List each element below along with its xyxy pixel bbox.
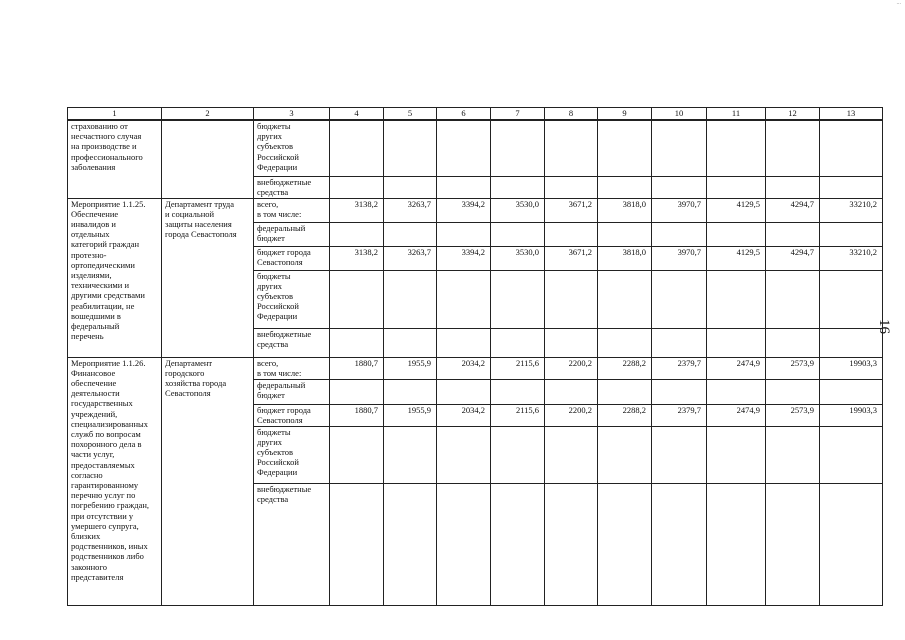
value-cell: [437, 120, 491, 176]
value-cell: [384, 328, 437, 357]
value-cell: [820, 328, 883, 357]
value-cell: 3818,0: [598, 246, 652, 270]
value-cell: [598, 176, 652, 198]
value-cell: 19903,3: [820, 357, 883, 379]
value-cell: 2474,9: [707, 404, 766, 426]
value-cell: [766, 426, 820, 483]
value-cell: 3970,7: [652, 246, 707, 270]
funding-label: федеральный бюджет: [254, 379, 330, 404]
value-cell: [437, 222, 491, 246]
value-cell: 19903,3: [820, 404, 883, 426]
value-cell: 3970,7: [652, 198, 707, 222]
table-row: [68, 198, 883, 222]
value-cell: 2034,2: [437, 357, 491, 379]
value-cell: 2288,2: [598, 357, 652, 379]
value-cell: [545, 222, 598, 246]
value-cell: [766, 120, 820, 176]
value-cell: [598, 222, 652, 246]
value-cell: 33210,2: [820, 198, 883, 222]
value-cell: 33210,2: [820, 246, 883, 270]
funding-label: бюджеты других субъектов Российской Федерации: [254, 120, 330, 176]
value-cell: [491, 176, 545, 198]
value-cell: 1880,7: [330, 404, 384, 426]
column-header-3: 3: [254, 108, 330, 121]
value-cell: 3818,0: [598, 198, 652, 222]
value-cell: 1880,7: [330, 357, 384, 379]
value-cell: 2115,6: [491, 404, 545, 426]
value-cell: [384, 426, 437, 483]
value-cell: 4294,7: [766, 198, 820, 222]
value-cell: 2573,9: [766, 404, 820, 426]
value-cell: [384, 120, 437, 176]
value-cell: [707, 120, 766, 176]
value-cell: [598, 426, 652, 483]
value-cell: [545, 120, 598, 176]
value-cell: [330, 426, 384, 483]
value-cell: [820, 120, 883, 176]
value-cell: 2379,7: [652, 404, 707, 426]
funding-label: внебюджетные средства: [254, 176, 330, 198]
value-cell: [437, 483, 491, 605]
column-header-12: 12: [766, 108, 820, 121]
value-cell: [652, 426, 707, 483]
funding-label: бюджеты других субъектов Российской Федерации: [254, 426, 330, 483]
value-cell: 3671,2: [545, 246, 598, 270]
value-cell: [437, 328, 491, 357]
value-cell: [437, 426, 491, 483]
value-cell: 4294,7: [766, 246, 820, 270]
value-cell: [652, 483, 707, 605]
value-cell: 2379,7: [652, 357, 707, 379]
value-cell: [437, 379, 491, 404]
value-cell: [766, 379, 820, 404]
column-header-10: 10: [652, 108, 707, 121]
value-cell: [491, 426, 545, 483]
value-cell: [707, 328, 766, 357]
value-cell: [437, 270, 491, 328]
funding-label: внебюджетные средства: [254, 483, 330, 605]
value-cell: [545, 270, 598, 328]
funding-label: всего, в том числе:: [254, 198, 330, 222]
column-header-1: 1: [68, 108, 162, 121]
value-cell: [384, 270, 437, 328]
value-cell: [766, 270, 820, 328]
value-cell: [766, 483, 820, 605]
funding-label: бюджет города Севастополя: [254, 246, 330, 270]
value-cell: [598, 120, 652, 176]
column-header-9: 9: [598, 108, 652, 121]
value-cell: 3530,0: [491, 198, 545, 222]
value-cell: [545, 328, 598, 357]
executor-cell: Департамент городского хозяйства города Севастополя: [162, 357, 254, 605]
funding-label: всего, в том числе:: [254, 357, 330, 379]
table-row: [68, 120, 883, 176]
value-cell: [820, 270, 883, 328]
column-header-7: 7: [491, 108, 545, 121]
column-header-2: 2: [162, 108, 254, 121]
funding-label: внебюджетные средства: [254, 328, 330, 357]
value-cell: [491, 270, 545, 328]
program-table: [67, 107, 883, 606]
value-cell: [766, 328, 820, 357]
table-row: [68, 108, 883, 121]
measure-cell: Мероприятие 1.1.26. Финансовое обеспечение деятельности государственных учреждений, специализированных служб по вопросам похоронного дела в части услуг, предоставляемых согласно гарантированному перечню услуг по погребению граждан, при отсутствии у умершего супруга, близких родственников, иных родственников либо законного представителя: [68, 357, 162, 605]
value-cell: [820, 483, 883, 605]
measure-cell: Мероприятие 1.1.25. Обеспечение инвалидов и отдельных категорий граждан протезно- ортопедическими изделиями, техническими и другими средствами реабилитации, не вошедшими в федеральный перечень: [68, 198, 162, 357]
value-cell: 3394,2: [437, 246, 491, 270]
value-cell: [545, 483, 598, 605]
value-cell: [652, 379, 707, 404]
value-cell: [652, 270, 707, 328]
value-cell: [820, 426, 883, 483]
value-cell: [598, 328, 652, 357]
value-cell: 2200,2: [545, 404, 598, 426]
value-cell: [384, 176, 437, 198]
executor-cell: [162, 120, 254, 198]
value-cell: 3263,7: [384, 198, 437, 222]
value-cell: 2573,9: [766, 357, 820, 379]
funding-label: бюджеты других субъектов Российской Федерации: [254, 270, 330, 328]
column-header-8: 8: [545, 108, 598, 121]
page-number: 16: [876, 319, 892, 334]
value-cell: 1955,9: [384, 404, 437, 426]
value-cell: [491, 120, 545, 176]
column-header-11: 11: [707, 108, 766, 121]
column-header-13: 13: [820, 108, 883, 121]
value-cell: [820, 176, 883, 198]
value-cell: [330, 270, 384, 328]
value-cell: [707, 222, 766, 246]
value-cell: [330, 222, 384, 246]
value-cell: 2200,2: [545, 357, 598, 379]
value-cell: 2115,6: [491, 357, 545, 379]
value-cell: 4129,5: [707, 198, 766, 222]
value-cell: [707, 426, 766, 483]
value-cell: 2474,9: [707, 357, 766, 379]
value-cell: [330, 328, 384, 357]
value-cell: [545, 426, 598, 483]
value-cell: [384, 483, 437, 605]
value-cell: 2034,2: [437, 404, 491, 426]
value-cell: [707, 176, 766, 198]
executor-cell: Департамент труда и социальной защиты населения города Севастополя: [162, 198, 254, 357]
value-cell: [707, 270, 766, 328]
funding-label: бюджет города Севастополя: [254, 404, 330, 426]
value-cell: [545, 379, 598, 404]
column-header-6: 6: [437, 108, 491, 121]
corner-mark: ...: [896, 0, 901, 6]
value-cell: [491, 379, 545, 404]
value-cell: [330, 379, 384, 404]
value-cell: 3394,2: [437, 198, 491, 222]
value-cell: 3671,2: [545, 198, 598, 222]
value-cell: [707, 483, 766, 605]
value-cell: [330, 120, 384, 176]
value-cell: 1955,9: [384, 357, 437, 379]
value-cell: [652, 222, 707, 246]
value-cell: [437, 176, 491, 198]
measure-cell: страхованию от несчастного случая на производстве и профессионального заболевания: [68, 120, 162, 198]
funding-label: федеральный бюджет: [254, 222, 330, 246]
value-cell: [820, 379, 883, 404]
value-cell: [598, 270, 652, 328]
value-cell: [766, 176, 820, 198]
value-cell: 4129,5: [707, 246, 766, 270]
value-cell: 3263,7: [384, 246, 437, 270]
value-cell: [330, 176, 384, 198]
value-cell: [652, 120, 707, 176]
value-cell: [384, 222, 437, 246]
value-cell: [545, 176, 598, 198]
value-cell: [491, 483, 545, 605]
value-cell: 3138,2: [330, 246, 384, 270]
value-cell: 2288,2: [598, 404, 652, 426]
value-cell: [330, 483, 384, 605]
value-cell: [652, 176, 707, 198]
table-row: [68, 357, 883, 379]
value-cell: 3530,0: [491, 246, 545, 270]
value-cell: [598, 483, 652, 605]
value-cell: 3138,2: [330, 198, 384, 222]
value-cell: [598, 379, 652, 404]
value-cell: [707, 379, 766, 404]
column-header-4: 4: [330, 108, 384, 121]
value-cell: [820, 222, 883, 246]
value-cell: [766, 222, 820, 246]
value-cell: [384, 379, 437, 404]
value-cell: [491, 328, 545, 357]
value-cell: [652, 328, 707, 357]
value-cell: [491, 222, 545, 246]
column-header-5: 5: [384, 108, 437, 121]
